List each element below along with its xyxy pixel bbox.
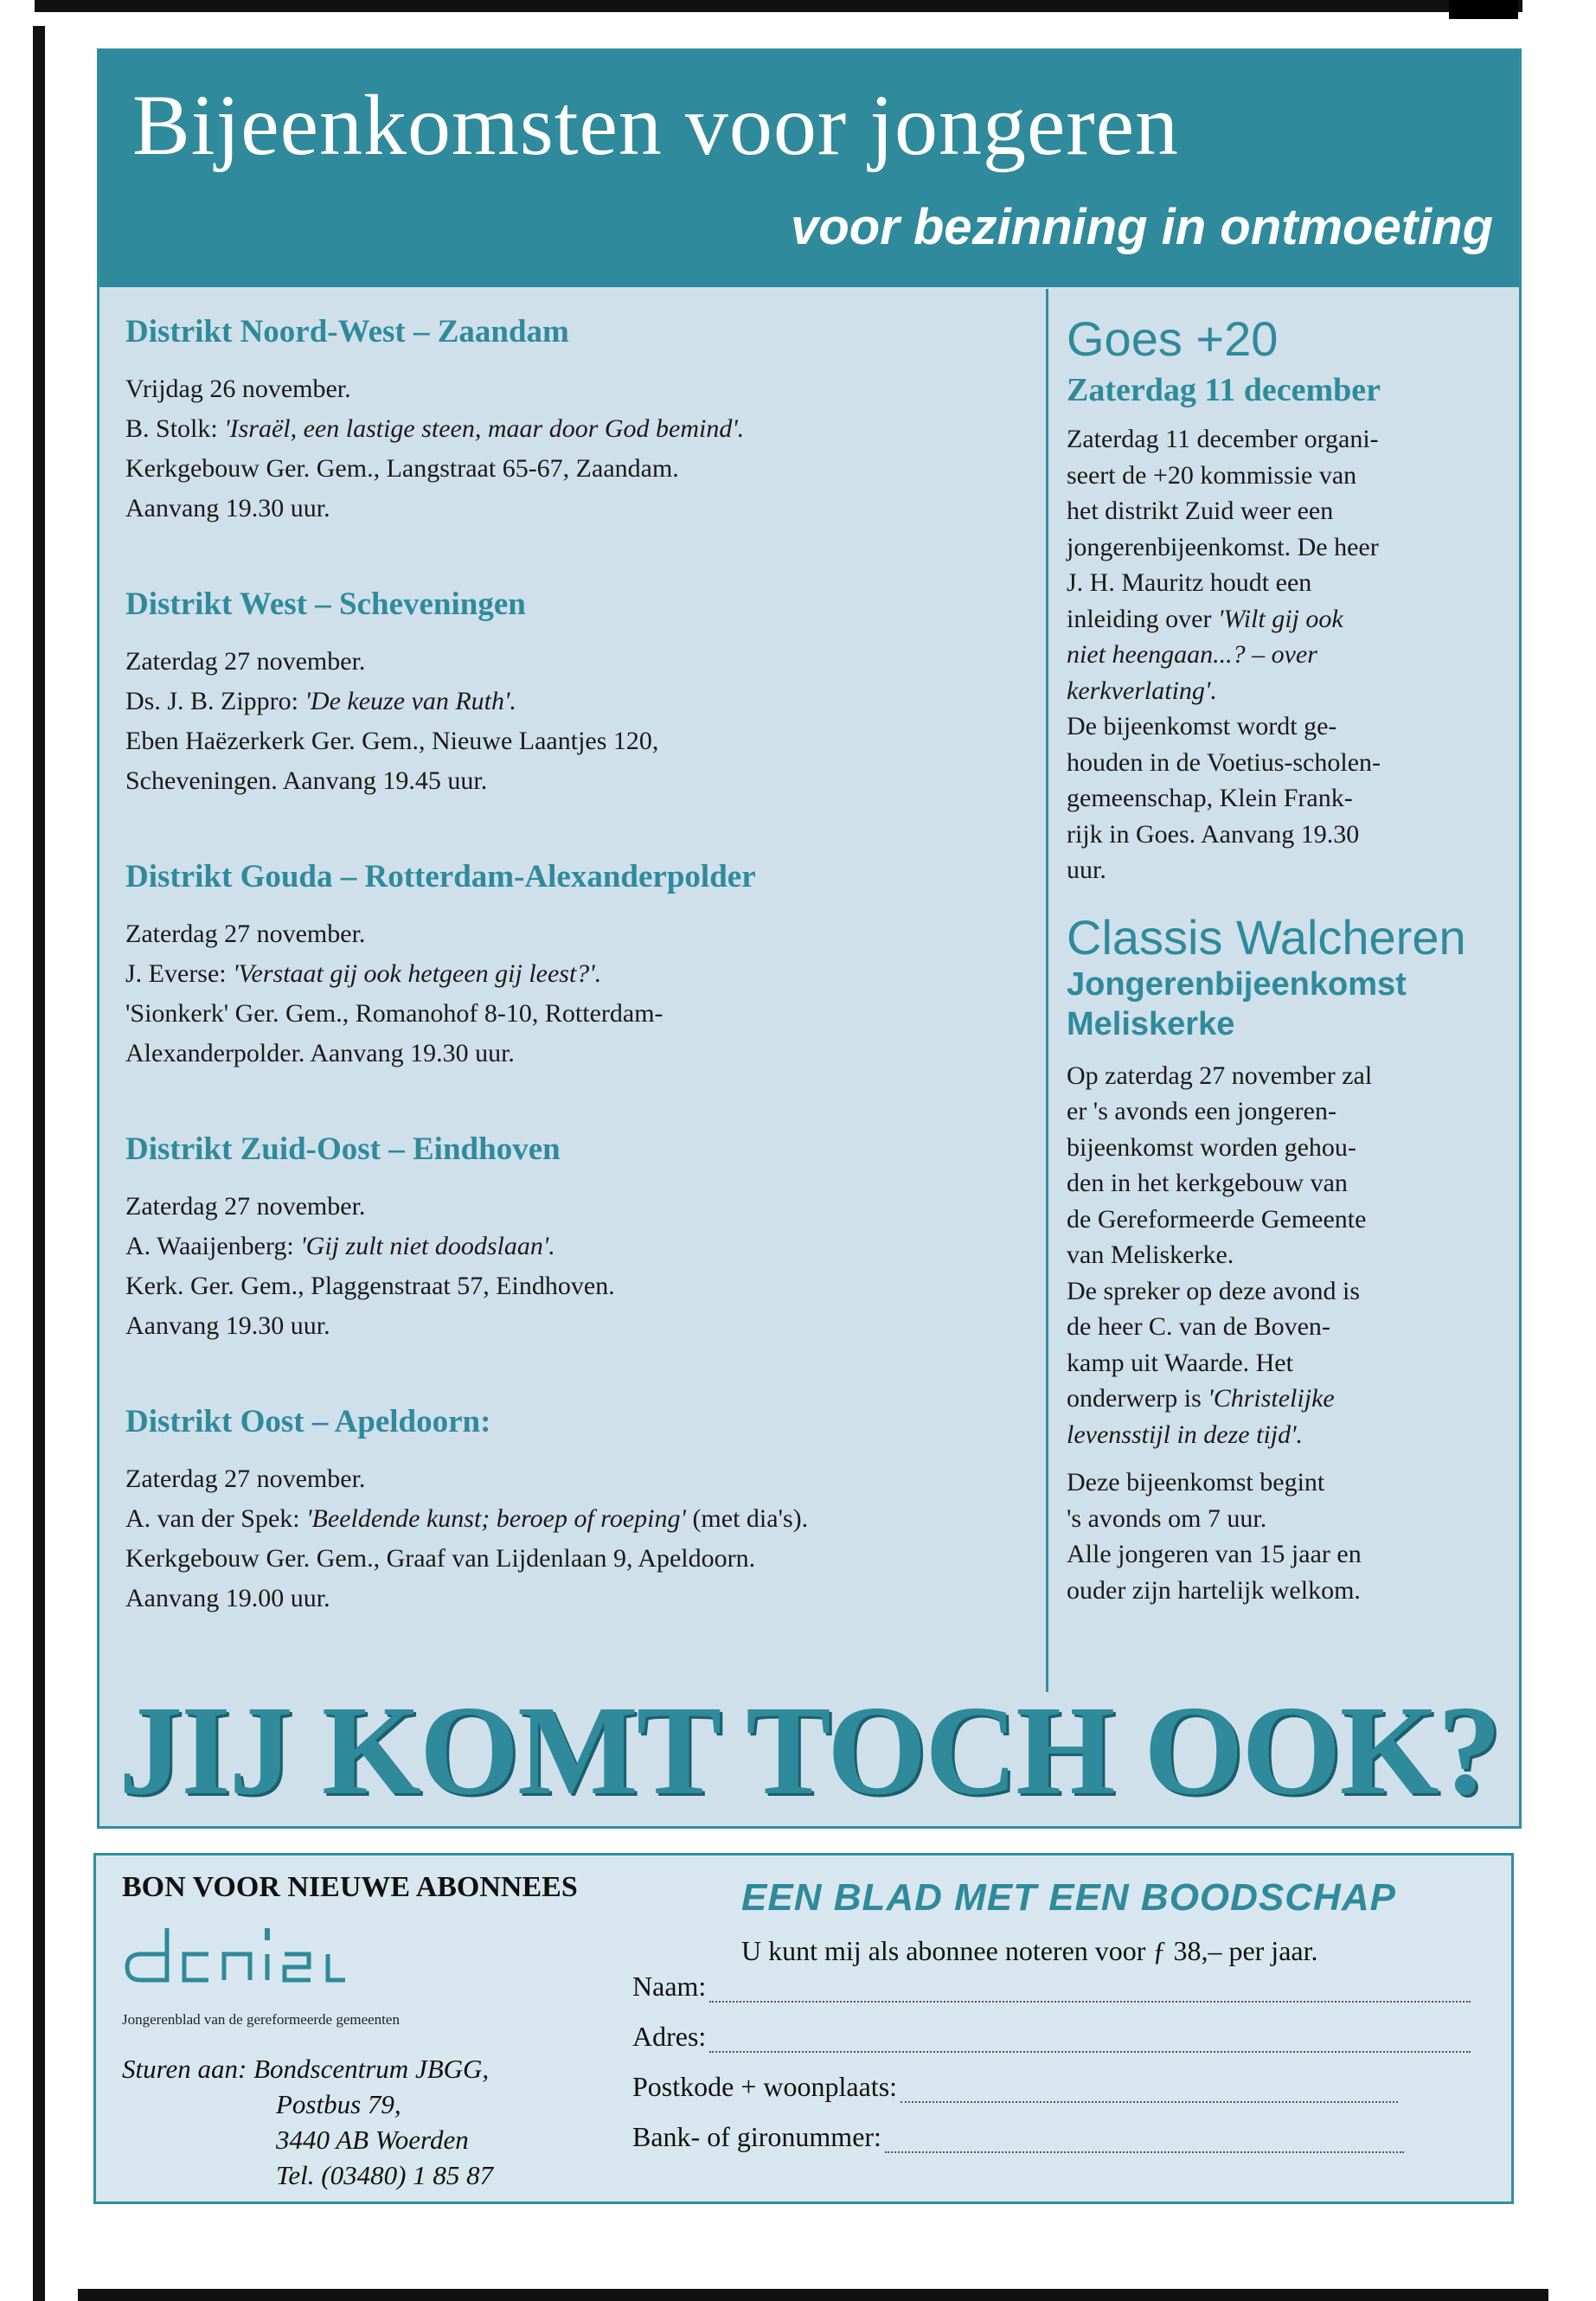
goes-text-line: het distrikt Zuid weer een	[1067, 497, 1334, 525]
event-location: Kerkgebouw Ger. Gem., Graaf van Lijdenlaan 9, Apeldoorn.	[125, 1544, 756, 1573]
address-field-row	[632, 2015, 1471, 2053]
classis-subtitle-line: Meliskerke	[1067, 1005, 1235, 1042]
scan-edge-bottom	[78, 2289, 1548, 2301]
goes-quote: niet heengaan...? – over	[1067, 640, 1317, 669]
event-time: Aanvang 19.30 uur.	[125, 494, 330, 522]
goes-quote-line	[1067, 637, 1508, 673]
event-speaker: A. Waaijenberg:	[125, 1232, 301, 1260]
event-speaker: Ds. J. B. Zippro:	[125, 687, 305, 715]
event-time: Scheveningen. Aanvang 19.45 uur.	[125, 766, 488, 795]
event-topic-suffix: (met dia's).	[685, 1504, 809, 1533]
event-speaker-line	[125, 954, 1034, 994]
event-speaker-line	[125, 409, 1034, 449]
address-label: Adres:	[632, 2021, 707, 2052]
daniel-logo	[122, 1911, 347, 1989]
event-speaker-line	[125, 682, 1034, 721]
goes-text-line: rijk in Goes. Aanvang 19.30	[1067, 819, 1360, 849]
goes-text-line: uur.	[1067, 856, 1106, 884]
event-location: Eben Haëzerkerk Ger. Gem., Nieuwe Laantjes 120,	[125, 727, 659, 755]
event-oost	[125, 1403, 1034, 1676]
name-label: Naam:	[632, 1971, 707, 2002]
event-date: Zaterdag 27 november.	[125, 920, 366, 948]
classis-text-line: ouder zijn hartelijk welkom.	[1067, 1575, 1361, 1605]
classis-text-line: kamp uit Waarde. Het	[1067, 1348, 1293, 1377]
page-title: Bijeenkomsten voor jongeren	[132, 77, 1180, 173]
postcode-field[interactable]	[901, 2075, 1398, 2103]
event-zuid-oost	[125, 1131, 1034, 1403]
event-time: Alexanderpolder. Aanvang 19.30 uur.	[125, 1039, 515, 1067]
postcode-field-row	[632, 2065, 1398, 2103]
classis-text-line	[1067, 1381, 1508, 1417]
goes-text-line: seert de +20 kommissie van	[1067, 460, 1357, 490]
slogan: JIJ KOMT TOCH OOK?	[119, 1680, 1500, 1822]
goes-text-line	[1067, 601, 1508, 638]
goes-text-line: jongerenbijeenkomst. De heer	[1067, 532, 1379, 561]
send-address-line: 3440 AB Woerden	[276, 2125, 469, 2155]
logo-subtitle: Jongerenblad van de gereformeerde gemeenten	[122, 2011, 400, 2028]
event-topic: 'Verstaat gij ook hetgeen gij leest?'.	[233, 959, 602, 988]
event-time: Aanvang 19.00 uur.	[125, 1584, 330, 1612]
address-field[interactable]	[709, 2025, 1471, 2053]
page-subtitle: voor bezinning in ontmoeting	[791, 199, 1493, 255]
event-location: Kerkgebouw Ger. Gem., Langstraat 65-67, Zaandam.	[125, 454, 679, 483]
goes-quote: 'Wilt gij ook	[1217, 604, 1343, 633]
classis-text-line: de heer C. van de Boven-	[1067, 1312, 1330, 1341]
goes-title: Goes +20	[1067, 311, 1279, 366]
event-title: Distrikt Noord-West – Zaandam	[125, 314, 569, 349]
event-topic: 'Israël, een lastige steen, maar door God bemind'.	[224, 414, 745, 443]
event-speaker: A. van der Spek:	[125, 1504, 307, 1533]
name-field[interactable]	[709, 1975, 1471, 2003]
goes-text-line: J. H. Mauritz houdt een	[1067, 568, 1312, 597]
classis-subtitle-line: Jongerenbijeenkomst	[1067, 965, 1407, 1003]
district-events	[125, 313, 1034, 1676]
event-noord-west	[125, 313, 1034, 586]
event-topic: 'De keuze van Ruth'.	[304, 687, 516, 715]
classis-text-line: De spreker op deze avond is	[1067, 1276, 1361, 1305]
goes-text-line: gemeenschap, Klein Frank-	[1067, 784, 1353, 812]
classis-text-line: de Gereformeerde Gemeente	[1067, 1204, 1367, 1234]
classis-subtitle	[1067, 965, 1508, 1044]
goes-text-line: De bijeenkomst wordt ge-	[1067, 712, 1337, 740]
event-speaker: J. Everse:	[125, 959, 234, 988]
goes-quote: kerkverlating'.	[1067, 676, 1217, 705]
event-gouda	[125, 858, 1034, 1131]
events-panel	[97, 48, 1522, 1829]
event-date: Zaterdag 27 november.	[125, 647, 366, 676]
goes-quote-line	[1067, 673, 1508, 709]
blad-title: EEN BLAD MET EEN BOODSCHAP	[741, 1876, 1396, 1919]
event-speaker-line	[125, 1499, 1034, 1539]
event-title: Distrikt Gouda – Rotterdam-Alexanderpolder	[125, 859, 756, 894]
classis-text-line: Alle jongeren van 15 jaar en	[1067, 1540, 1362, 1568]
coupon-title: BON VOOR NIEUWE ABONNEES	[122, 1871, 578, 1903]
goes-text-line: Zaterdag 11 december organi-	[1067, 425, 1379, 453]
goes-text-line: houden in de Voetius-scholen-	[1067, 747, 1381, 777]
event-title: Distrikt Zuid-Oost – Eindhoven	[125, 1131, 561, 1167]
send-label: Sturen aan:	[122, 2054, 254, 2084]
postcode-label: Postkode + woonplaats:	[632, 2071, 898, 2102]
classis-title: Classis Walcheren	[1067, 909, 1466, 965]
event-title: Distrikt West – Scheveningen	[125, 586, 526, 622]
bank-field[interactable]	[885, 2125, 1404, 2153]
event-date: Zaterdag 27 november.	[125, 1192, 366, 1221]
classis-quote: levensstijl in deze tijd'.	[1067, 1420, 1304, 1449]
sidebar-events	[1067, 311, 1508, 1608]
paragraph-gap	[1067, 1452, 1508, 1465]
scan-edge-top	[35, 0, 1522, 12]
scan-edge-left	[33, 26, 45, 2301]
event-location: Kerk. Ger. Gem., Plaggenstraat 57, Eindhoven.	[125, 1272, 615, 1300]
goes-date: Zaterdag 11 december	[1067, 372, 1381, 408]
event-topic: 'Gij zult niet doodslaan'.	[300, 1232, 555, 1260]
event-location: 'Sionkerk' Ger. Gem., Romanohof 8-10, Rotterdam-	[125, 999, 663, 1028]
event-topic: 'Beeldende kunst; beroep of roeping'	[306, 1504, 686, 1533]
classis-text-line: er 's avonds een jongeren-	[1067, 1097, 1336, 1125]
classis-text-line: den in het kerkgebouw van	[1067, 1169, 1348, 1197]
classis-text: onderwerp is	[1067, 1384, 1208, 1413]
classis-quote-line	[1067, 1417, 1508, 1453]
goes-text: inleiding over	[1067, 604, 1218, 633]
send-address-line: Postbus 79,	[276, 2089, 401, 2119]
send-address-line: Bondscentrum JBGG,	[253, 2054, 490, 2084]
event-time: Aanvang 19.30 uur.	[125, 1311, 330, 1340]
classis-text-line: Deze bijeenkomst begint	[1067, 1468, 1325, 1497]
event-date: Zaterdag 27 november.	[125, 1465, 366, 1493]
header-banner	[99, 51, 1519, 287]
name-field-row	[632, 1965, 1471, 2003]
bank-field-row	[632, 2115, 1404, 2153]
event-title: Distrikt Oost – Apeldoorn:	[125, 1404, 491, 1439]
price-text: U kunt mij als abonnee noteren voor ƒ 38,– per jaar.	[741, 1935, 1318, 1966]
classis-text-line: van Meliskerke.	[1067, 1240, 1234, 1269]
event-west	[125, 586, 1034, 858]
send-address	[122, 2051, 493, 2193]
event-speaker: B. Stolk:	[125, 414, 225, 443]
event-date: Vrijdag 26 november.	[125, 375, 351, 403]
column-divider	[1046, 289, 1048, 1692]
classis-text-line: Op zaterdag 27 november zal	[1067, 1061, 1373, 1090]
classis-text-line: bijeenkomst worden gehou-	[1067, 1132, 1356, 1162]
scan-edge-top-right	[1449, 0, 1518, 19]
classis-text-line: 's avonds om 7 uur.	[1067, 1503, 1267, 1533]
send-address-line: Tel. (03480) 1 85 87	[276, 2160, 494, 2190]
subscription-coupon	[93, 1853, 1514, 2204]
classis-quote: 'Christelijke	[1208, 1384, 1335, 1413]
event-speaker-line	[125, 1227, 1034, 1266]
bank-label: Bank- of gironummer:	[632, 2121, 881, 2152]
